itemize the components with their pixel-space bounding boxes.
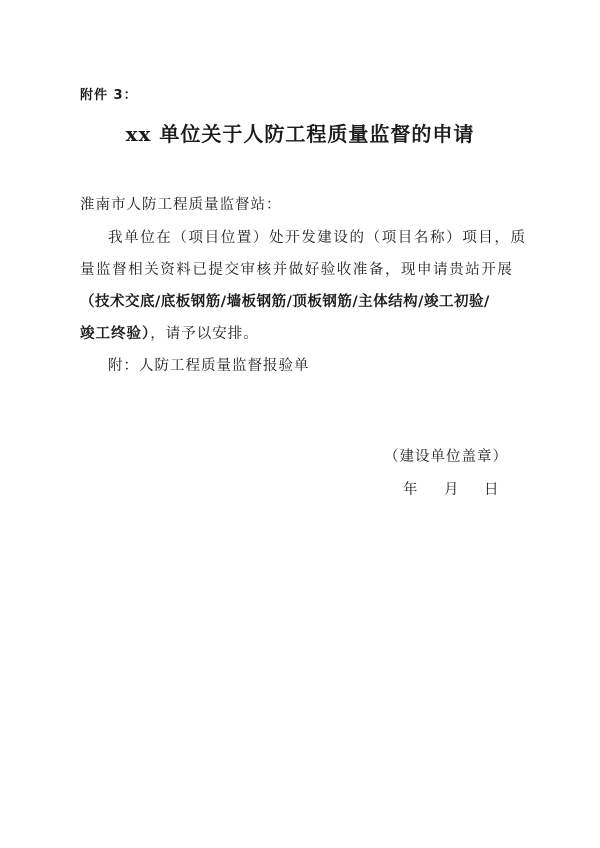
request-arrangement: ，请予以安排。 (150, 326, 259, 342)
addressee: 淮南市人防工程质量监督站： (80, 197, 282, 213)
document-title: xx 单位关于人防工程质量监督的申请 (125, 122, 475, 146)
body-line-2: 量监督相关资料已提交审核并做好验收准备，现申请贵站开展 (80, 262, 514, 278)
seal-note: （建设单位盖章） (384, 449, 508, 465)
body-line-3-inspection-types: （技术交底/底板钢筋/墙板钢筋/顶板钢筋/主体结构/竣工初验/ (80, 294, 490, 310)
appendix-note: 附：人防工程质量监督报验单 (108, 358, 310, 374)
attachment-label: 附件 3： (80, 88, 138, 103)
date-month: 月 (444, 482, 459, 498)
date-day: 日 (484, 482, 499, 498)
date-year: 年 (403, 482, 418, 498)
body-line-1: 我单位在（项目位置）处开发建设的（项目名称）项目，质 (108, 230, 527, 246)
inspection-types-end: 竣工终验） (80, 326, 151, 342)
body-line-4 (80, 322, 259, 343)
